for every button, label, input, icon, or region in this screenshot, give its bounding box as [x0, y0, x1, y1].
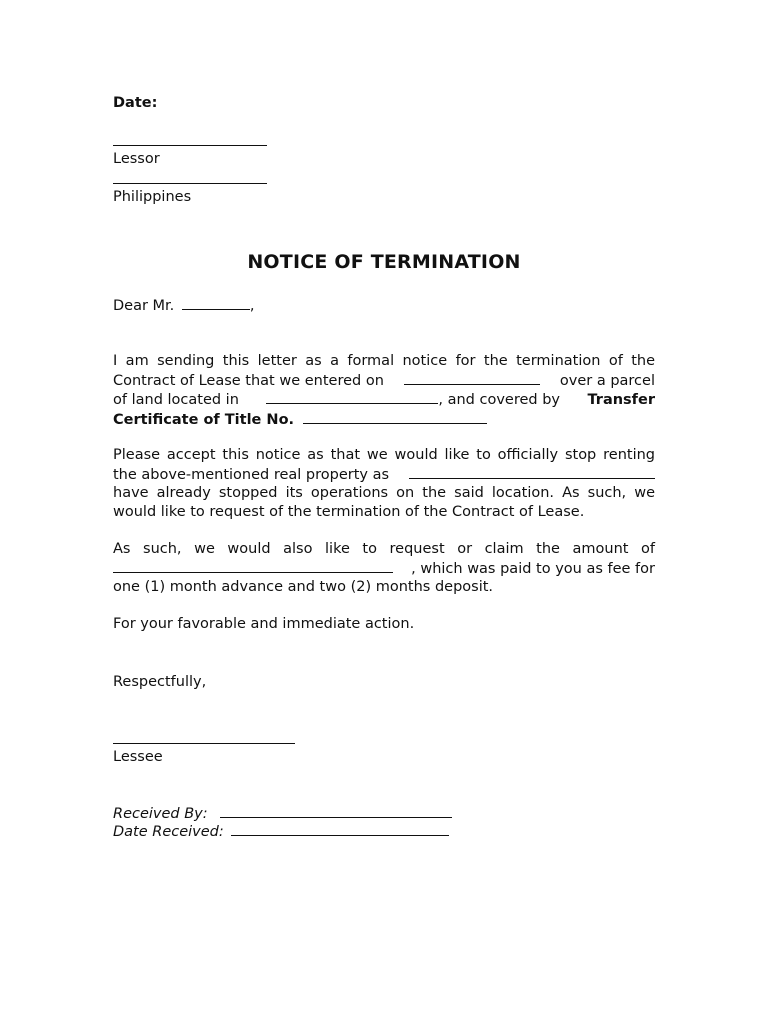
p2-line-3: have already stopped its operations on the said location. As such, we: [113, 485, 655, 502]
p1-line-2-end: over a parcel: [559, 372, 655, 389]
p3-line-2: [113, 559, 655, 579]
lessee-label: Lessee: [113, 749, 163, 765]
p1-line-3-text: of land located in: [113, 392, 239, 409]
land-location-blank: [266, 390, 438, 404]
p3-line-2-text: , which was paid to you as fee for: [411, 560, 655, 577]
date-label: Date:: [113, 95, 158, 111]
lessor-label: Lessor: [113, 151, 160, 167]
signature-line: [113, 728, 295, 744]
title-number-blank: [303, 410, 487, 424]
p2-line-4: would like to request of the termination of the Contract of Lease.: [113, 503, 585, 520]
date-received-row: [113, 822, 655, 842]
p1-line-2: [113, 371, 655, 391]
salutation-prefix: Dear Mr.: [113, 298, 175, 314]
business-name-blank: [409, 465, 655, 479]
p1-line-3-connector: , and covered by: [438, 392, 561, 409]
received-by-row: [113, 804, 655, 824]
salutation-suffix: ,: [249, 298, 255, 314]
p1-line-3-bold: Transfer: [587, 392, 655, 409]
p2-line-2-text: the above-mentioned real property as: [113, 466, 390, 483]
document-title: NOTICE OF TERMINATION: [247, 251, 521, 273]
date-received-label: Date Received:: [113, 824, 224, 840]
p1-line-4: [113, 410, 655, 430]
paragraph-claim-amount: [113, 540, 655, 597]
lessor-name-blank: [113, 130, 267, 146]
addressee-blank: [182, 296, 250, 310]
paragraph-termination-notice: [113, 352, 655, 429]
p3-line-3: one (1) month advance and two (2) months deposit.: [113, 579, 494, 596]
date-received-blank: [231, 822, 449, 836]
salutation: [113, 296, 655, 316]
location-label: Philippines: [113, 189, 192, 205]
paragraph-stop-renting: [113, 446, 655, 521]
p3-line-1: As such, we would also like to request or claim the amount of: [113, 541, 655, 557]
amount-blank: [113, 559, 393, 573]
lessor-address-blank: [113, 168, 267, 184]
p2-line-2: [113, 465, 655, 485]
closing: Respectfully,: [113, 674, 207, 690]
p2-line-1: Please accept this notice as that we would like to officially stop renting: [113, 447, 655, 463]
paragraph-action-request: For your favorable and immediate action.: [113, 616, 415, 632]
title-certificate-label: Certificate of Title No.: [113, 411, 295, 428]
p1-line-3: [113, 390, 655, 410]
received-by-label: Received By:: [113, 806, 208, 822]
contract-date-blank: [404, 371, 540, 385]
received-by-blank: [220, 804, 452, 818]
p1-line-1: I am sending this letter as a formal notice for the termination of the: [113, 353, 655, 369]
p1-line-2-text: Contract of Lease that we entered on: [113, 372, 384, 389]
p1-line-3-middle: [266, 390, 560, 410]
